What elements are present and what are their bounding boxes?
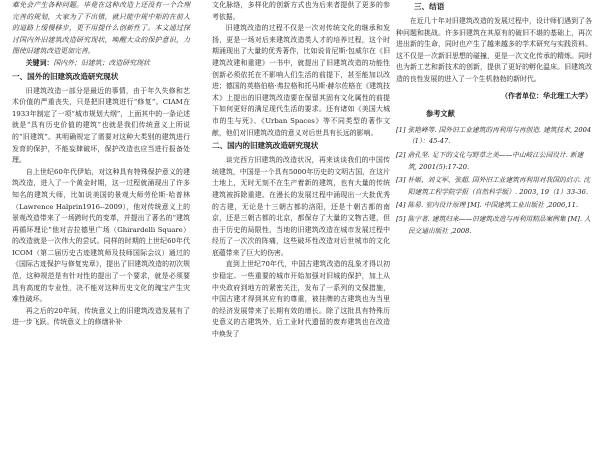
paragraph: 在近几十年对旧建筑改造的发展过程中，设计师们遇到了各种问题和挑战。许多旧建筑在其原有的破旧不堪的基础上，再次进出新的生命，同时也产生了越来越多的学术研究与实践资料。这不仅是一次新旧思想的碰撞，更是一次文化传承的精炼。同时也为新工艺和新技术的创新，提供了更好的孵化温床。旧建筑改造的良性发展的进入了一个生机勃勃的新时代。 bbox=[396, 17, 592, 83]
paragraph: 旧建筑改造一部分是最近的事情，由于年久失修和艺术价值的严重丧失，只是把旧建筑进行“修复”。CIAM在1933年制定了一项“城市规划大纲”，上面其中的一条论述就是“具有历史价值的建筑”也就是我们传统意义上所说的“旧建筑”。其明确规定了需要对这种大类别的建筑进行发育的保护，不能妄肆破坏，保护改造也应当进行报备处理。 bbox=[12, 86, 190, 165]
keywords bbox=[12, 58, 190, 70]
paragraph: 旧建筑改造的过程不仅是一次对传统文化的继承和发扬，更是一场对后来建筑改造类人才的培养过程，这个时期涌现出了大量的优秀著作，比如说肯尼斯·包威尔在《旧建筑改建和重建》一书中，就提出了旧建筑改造的功能性创新必须依托在不影响人们生活的前提下，甚至能加以改进；德国的英格伯格·弗拉格和托马斯·赫尔佐格在《建筑技术》上提出的旧建筑改造要在保留其固有文化属性的前提下如何更好的满足现代生活的要求。还有诸如《美国大城市的生与死》、《Urban Spaces》等不同类型的著作文献，他们对旧建筑改造的意义对后世具有长远的影响。 bbox=[212, 24, 390, 137]
author-affiliation: （作者单位：华北理工大学） bbox=[501, 91, 592, 100]
reference-item: [4] 陈易. 室内设计原理 [M]. 中国建筑工业出版社 ,2006,11. bbox=[396, 201, 579, 210]
paragraph-continued: 文化脉络，多样化的创新方式也为后来者提供了更多的参考依据。 bbox=[212, 1, 390, 21]
section-title-foreign: 一、国外的旧建筑改造研究现状 bbox=[12, 71, 119, 81]
column-middle bbox=[212, 0, 390, 341]
paragraph: 谈完西方旧建筑的改造状况，再来谈谈我们的中国传统建筑，中国是一个具有5000年历史的文明古国，在这片土地上，无时无刻不在生产着新的建筑，也有大量的传统建筑被拆除重建。在漫长的发展过程中涌现出一大批优秀的古建，无论是十三朝古都的洛阳，还是十朝古都的南京，还是三朝古都的北京，都保存了大量的文物古建，但由于历史的局限性，当地的旧建筑改造在城市发展过程中经历了一次次的阵痛，这些破坏性改造对后世城市的文化底蕴带来了巨大的伤害。 bbox=[212, 156, 390, 257]
reference-item: [5] 陈宇著. 建筑归来——旧建筑改造与再利用精品案例集 [M]. 人民交通出版社 ,2008. bbox=[396, 214, 591, 235]
reference-item: [1] 张艳峰等. 国外旧工业建筑的再利用与再创造. 建筑技术, 2004（1）：45-47. bbox=[396, 125, 592, 146]
paragraph: 自上世纪60年代伊始，对这种具有特殊保护意义的建筑改造，进入了一个黄金时期，这一过程就涌现出了许多知名的建筑大师，比如说美国的景观大师劳伦斯·哈普林（Lawrence Halprin1916--2009），他对传统意义上的景观改造带来了一场跨时代的变革，并提出了著名的“建筑再循环理论”他对吉拉德里广场（Ghirardelli Square）的改造就是一次伟大的尝试。同样的时期的上世纪60年代ICOM（第二届历史古迹建筑师及技师国际会议）通过的《国际古迹保护与修复宪章》，提出了旧建筑改造的初次规范，这种规范是有针对性的提出了一个要求，就是必须要具有高度的专业性，决不能对这种历史文化的瑰宝产生灾难性破坏。 bbox=[12, 167, 190, 304]
paragraph: 再之后的20年间，传统意义上的旧建筑改造发展有了进一步飞跃。传统意义上的修缮补补 bbox=[12, 306, 190, 327]
paragraph: 直到上世纪70年代，中国古建筑改造的乱象才得以初步稳定。一些重要的城市开始加强对旧城的保护，加上从中央政府到地方的紧密关注，发布了一系列的文保措施，中国古建才得到其应有的尊重，被挂牌的古建筑也为当里的经济发展带来了长期有效的增长。除了这批具有特殊历史意义的古建筑外，后工业时代遗留的废弃建筑也在改造中焕发了 bbox=[212, 260, 390, 339]
keywords-text: 国内外；旧建筑；改造研究现状 bbox=[53, 58, 150, 67]
column-right bbox=[396, 0, 592, 239]
abstract-tail: 难免会产生各种问题。毕竟在这种改造上还没有一个合理完善的规划，大家为了不出错，就只能中规中矩的在前人的道路上缓慢移步，更不用提什么创新性了。本文通过探讨国内外旧建筑改造研究现状，唤醒大众的保护意识，力图使旧建筑改造更加完善。 bbox=[12, 1, 190, 56]
keywords-label: 关键词： bbox=[25, 58, 54, 67]
section-title-domestic: 二、国内的旧建筑改造研究现状 bbox=[212, 141, 319, 151]
page-bottom-edge bbox=[0, 444, 600, 450]
reference-item: [2] 俞孔坚. 足下的文化与野草之美——中山岐江公园设计. 新建筑, 2001(5):17-20. bbox=[396, 150, 584, 171]
reference-item: [3] 朴姬、刘文军、张超. 国外旧工业建筑再利用对我国的启示. 沈阳建筑工程学院学报（自然科学版）. 2003, 19（1）33-36. bbox=[396, 176, 590, 196]
references-title: 参考文献 bbox=[426, 109, 455, 119]
section-title-conclusion: 三、结语 bbox=[414, 2, 445, 11]
column-left bbox=[12, 0, 190, 329]
